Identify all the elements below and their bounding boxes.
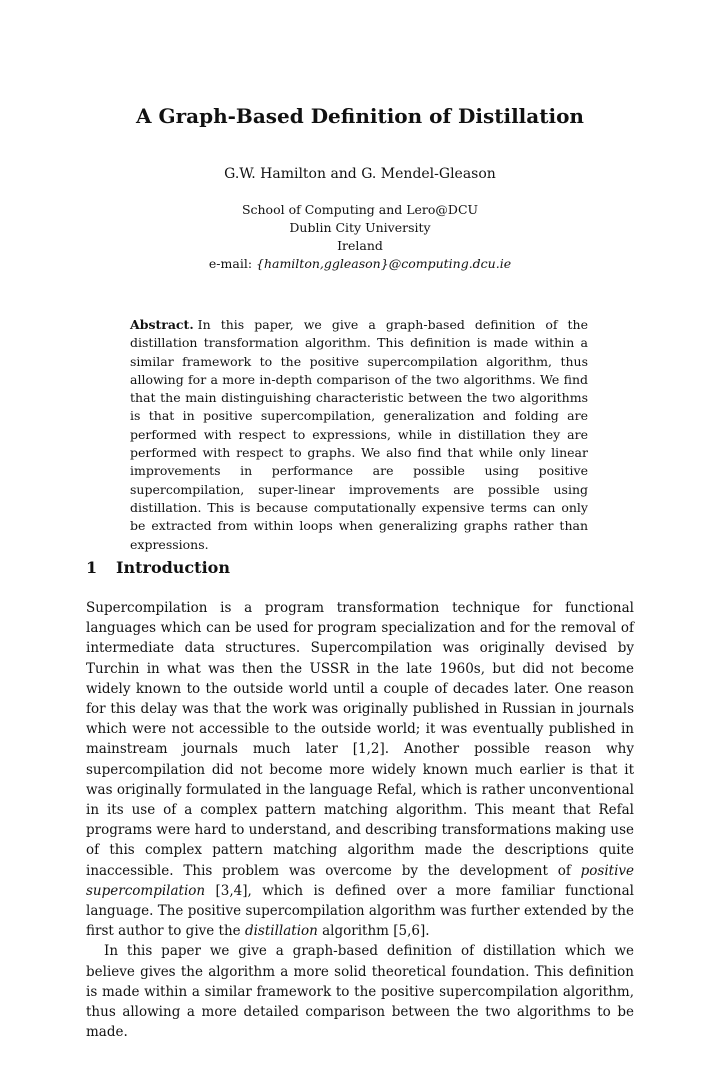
affiliation-country: Ireland (337, 238, 383, 253)
email-prefix: e-mail: (208, 256, 256, 271)
paragraph-1-part-b: [3,4], which is defined over a more familiar functional language. The positive supercompilation algorithm was further extended by the first author to give the (86, 882, 634, 940)
distillation-term: distillation (244, 923, 318, 940)
abstract-text: In this paper, we give a graph-based definition of the distillation transformation algorithm. This definition is made within a similar framework to the positive supercompilation algorithm, thus allowing for a more in-depth comparison of the two algorithms. We find that the main distinguishing characteristic between the two algorithms is that in positive supercompilation, generalization and folding are performed with respect to expressions, while in distillation they are performed with respect to graphs. We also find that while only linear improvements in performance are possible using positive supercompilation, super-linear improvements are possible using distillation. This is because computationally expensive terms can only be extracted from within loops when generalizing graphs rather than expressions. (130, 317, 588, 552)
paragraph-1-part-a: Supercompilation is a program transformation technique for functional languages which can be used for program specialization and for the removal of intermediate data structures. Supercompilation was originally devised by Turchin in what was then the USSR in the late 1960s, but did not become widely known to the outside world until a couple of decades later. One reason for this delay was that the work was originally published in Russian in journals which were not accessible to the outside world; it was eventually published in mainstream journals much later [1,2]. Another possible reason why supercompilation did not become more widely known much earlier is that it was originally formulated in the language Refal, which is rather unconventional in its use of a complex pattern matching algorithm. This meant that Refal programs were hard to understand, and describing transformations making use of this complex pattern matching algorithm made the descriptions quite inaccessible. This problem was overcome by the development of (86, 600, 634, 879)
paragraph-1 (86, 598, 634, 941)
paragraph-1-part-c: algorithm [5,6]. (317, 923, 430, 940)
positive-supercompilation-term: positive supercompilation (86, 862, 634, 899)
paper-title: A Graph-Based Definition of Distillation (136, 104, 584, 128)
section-heading (86, 558, 230, 577)
section-body (86, 598, 634, 1042)
email-domain: @computing.dcu.ie (388, 256, 512, 271)
affiliation-university: Dublin City University (289, 220, 431, 235)
email-line (0, 255, 720, 273)
author-list: G.W. Hamilton and G. Mendel-Gleason (224, 166, 496, 182)
abstract (130, 316, 588, 554)
section-title: Introduction (116, 558, 230, 577)
affiliation-school: School of Computing and Lero@DCU (241, 202, 479, 217)
email-names: {hamilton,ggleason} (256, 256, 389, 271)
abstract-label: Abstract. (130, 317, 194, 332)
paragraph-2: In this paper we give a graph-based definition of distillation which we believe gives the algorithm a more solid theoretical foundation. This definition is made within a similar framework to the positive supercompilation algorithm, thus allowing a more detailed comparison between the two algorithms to be made. (86, 943, 634, 1041)
affiliation-block (0, 201, 720, 273)
section-number: 1 (86, 558, 98, 577)
